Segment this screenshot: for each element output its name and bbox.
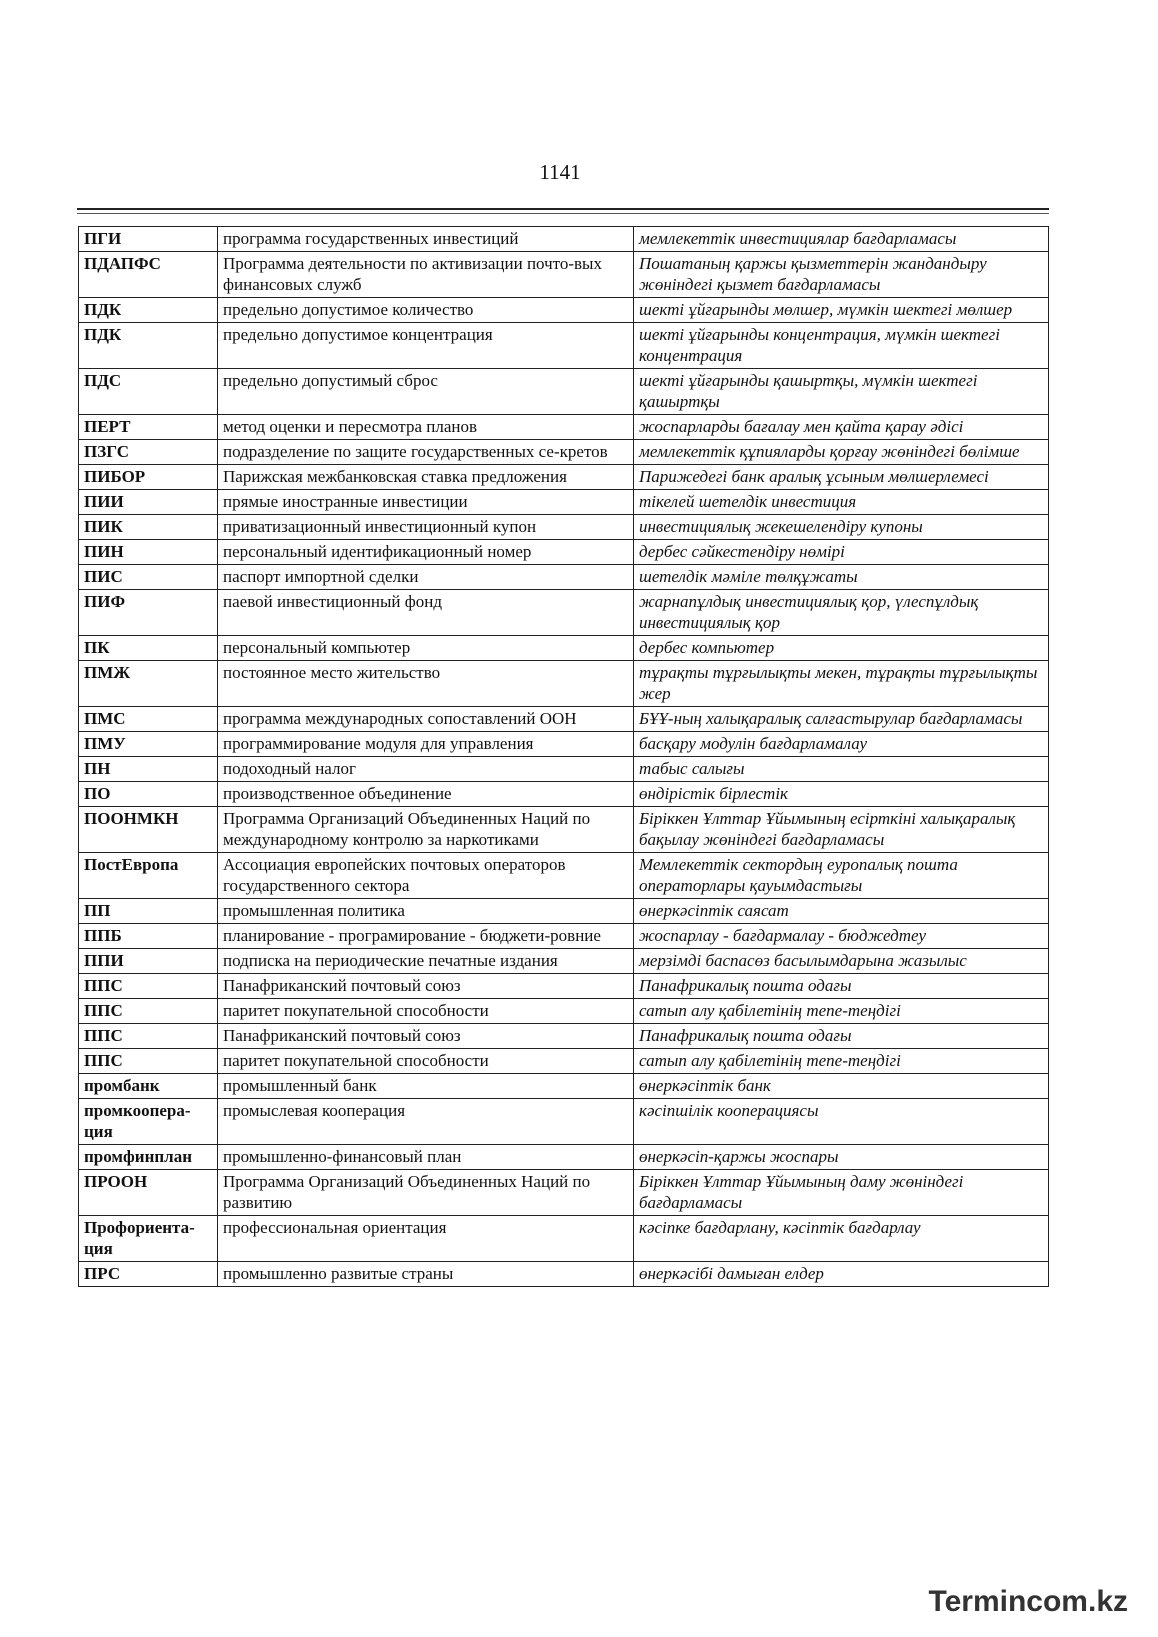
russian-term-cell: паритет покупательной способности [218, 999, 634, 1024]
abbreviation-cell: ПИН [79, 540, 218, 565]
kazakh-term-cell: өнеркәсіп-қаржы жоспары [634, 1145, 1049, 1170]
abbreviation-cell: ПДС [79, 369, 218, 415]
kazakh-term-cell: инвестициялық жекешелендіру купоны [634, 515, 1049, 540]
russian-term-cell: Программа Организаций Объединенных Наций по развитию [218, 1170, 634, 1216]
russian-term-cell: промышленно-финансовый план [218, 1145, 634, 1170]
glossary-body [79, 227, 1049, 1287]
abbreviation-cell: ПЗГС [79, 440, 218, 465]
abbreviation-cell: ПИИ [79, 490, 218, 515]
kazakh-term-cell: шекті ұйғарынды қашыртқы, мүмкін шектегі қашыртқы [634, 369, 1049, 415]
table-row [79, 1074, 1049, 1099]
kazakh-term-cell: БҰҰ-ның халықаралық салғастырулар бағдарламасы [634, 707, 1049, 732]
kazakh-term-cell: Біріккен Ұлттар Ұйымының есірткіні халықаралық бақылау жөніндегі бағдарламасы [634, 807, 1049, 853]
table-row [79, 1024, 1049, 1049]
abbreviation-cell: ПРООН [79, 1170, 218, 1216]
abbreviation-cell: промбанк [79, 1074, 218, 1099]
abbreviation-cell: ППС [79, 1024, 218, 1049]
kazakh-term-cell: өндірістік бірлестік [634, 782, 1049, 807]
table-row [79, 490, 1049, 515]
table-row [79, 298, 1049, 323]
russian-term-cell: предельно допустимое концентрация [218, 323, 634, 369]
abbreviation-cell: ПРС [79, 1262, 218, 1287]
kazakh-term-cell: сатып алу қабілетінің тепе-теңдігі [634, 1049, 1049, 1074]
abbreviation-cell: ПостЕвропа [79, 853, 218, 899]
abbreviation-cell: ПЕРТ [79, 415, 218, 440]
kazakh-term-cell: мемлекеттік құпияларды қорғау жөніндегі бөлімше [634, 440, 1049, 465]
russian-term-cell: Ассоциация европейских почтовых операторов государственного сектора [218, 853, 634, 899]
russian-term-cell: программирование модуля для управления [218, 732, 634, 757]
table-row [79, 1170, 1049, 1216]
kazakh-term-cell: дербес компьютер [634, 636, 1049, 661]
table-row [79, 1262, 1049, 1287]
russian-term-cell: предельно допустимый сброс [218, 369, 634, 415]
russian-term-cell: Программа деятельности по активизации почто-вых финансовых служб [218, 252, 634, 298]
table-row [79, 974, 1049, 999]
abbreviation-cell: ПДК [79, 323, 218, 369]
header-rule [77, 208, 1049, 210]
kazakh-term-cell: шетелдік мәміле төлқұжаты [634, 565, 1049, 590]
abbreviation-cell: промкоопера-ция [79, 1099, 218, 1145]
abbreviation-cell: ППИ [79, 949, 218, 974]
table-row [79, 899, 1049, 924]
abbreviation-cell: ПК [79, 636, 218, 661]
table-row [79, 949, 1049, 974]
abbreviation-cell: ПИБОР [79, 465, 218, 490]
table-row [79, 540, 1049, 565]
russian-term-cell: Панафриканский почтовый союз [218, 974, 634, 999]
table-row [79, 1099, 1049, 1145]
russian-term-cell: персональный идентификационный номер [218, 540, 634, 565]
russian-term-cell: программа международных сопоставлений ООН [218, 707, 634, 732]
table-row [79, 323, 1049, 369]
table-row [79, 565, 1049, 590]
kazakh-term-cell: өнеркәсіптік банк [634, 1074, 1049, 1099]
table-row [79, 415, 1049, 440]
abbreviation-cell: ПДК [79, 298, 218, 323]
page-number: 1141 [539, 160, 581, 184]
table-row [79, 252, 1049, 298]
table-row [79, 1216, 1049, 1262]
table-row [79, 515, 1049, 540]
abbreviation-cell: промфинплан [79, 1145, 218, 1170]
table-row [79, 590, 1049, 636]
kazakh-term-cell: басқару модулін бағдарламалау [634, 732, 1049, 757]
russian-term-cell: планирование - програмирование - бюджети-ровние [218, 924, 634, 949]
table-row [79, 661, 1049, 707]
table-row [79, 732, 1049, 757]
russian-term-cell: подписка на периодические печатные издания [218, 949, 634, 974]
kazakh-term-cell: тұрақты тұрғылықты мекен, тұрақты тұрғылықты жер [634, 661, 1049, 707]
abbreviation-cell: ПМУ [79, 732, 218, 757]
kazakh-term-cell: мерзімді баспасөз басылымдарына жазылыс [634, 949, 1049, 974]
kazakh-term-cell: Мемлекеттік сектордың еуропалық пошта операторлары қауымдастығы [634, 853, 1049, 899]
kazakh-term-cell: Парижедегі банк аралық ұсыным мөлшерлемесі [634, 465, 1049, 490]
kazakh-term-cell: шекті ұйғарынды мөлшер, мүмкін шектегі мөлшер [634, 298, 1049, 323]
table-row [79, 440, 1049, 465]
abbreviation-cell: ППС [79, 1049, 218, 1074]
kazakh-term-cell: тікелей шетелдік инвестиция [634, 490, 1049, 515]
table-row [79, 369, 1049, 415]
abbreviation-cell: ППБ [79, 924, 218, 949]
abbreviation-cell: ПИС [79, 565, 218, 590]
russian-term-cell: промышленный банк [218, 1074, 634, 1099]
kazakh-term-cell: өнеркәсібі дамыған елдер [634, 1262, 1049, 1287]
kazakh-term-cell: жарнапұлдық инвестициялық қор, үлеспұлдық инвестициялық қор [634, 590, 1049, 636]
kazakh-term-cell: жоспарлау - бағдармалау - бюджедтеу [634, 924, 1049, 949]
table-row [79, 782, 1049, 807]
russian-term-cell: Панафриканский почтовый союз [218, 1024, 634, 1049]
table-row [79, 999, 1049, 1024]
table-row [79, 465, 1049, 490]
kazakh-term-cell: Панафрикалық пошта одағы [634, 974, 1049, 999]
abbreviation-cell: ПИК [79, 515, 218, 540]
abbreviation-cell: ПДАПФС [79, 252, 218, 298]
russian-term-cell: паевой инвестиционный фонд [218, 590, 634, 636]
russian-term-cell: метод оценки и пересмотра планов [218, 415, 634, 440]
russian-term-cell: Парижская межбанковская ставка предложения [218, 465, 634, 490]
russian-term-cell: паспорт импортной сделки [218, 565, 634, 590]
russian-term-cell: промышленно развитые страны [218, 1262, 634, 1287]
russian-term-cell: персональный компьютер [218, 636, 634, 661]
table-row [79, 757, 1049, 782]
russian-term-cell: промыслевая кооперация [218, 1099, 634, 1145]
kazakh-term-cell: кәсіпшілік кооперациясы [634, 1099, 1049, 1145]
abbreviation-cell: ПО [79, 782, 218, 807]
table-row [79, 1049, 1049, 1074]
kazakh-term-cell: өнеркәсіптік саясат [634, 899, 1049, 924]
abbreviation-cell: ПН [79, 757, 218, 782]
kazakh-term-cell: мемлекеттік инвестициялар бағдарламасы [634, 227, 1049, 252]
russian-term-cell: прямые иностранные инвестиции [218, 490, 634, 515]
kazakh-term-cell: Біріккен Ұлттар Ұйымының даму жөніндегі бағдарламасы [634, 1170, 1049, 1216]
abbreviation-cell: ППС [79, 974, 218, 999]
header-rule-thin [77, 213, 1049, 214]
kazakh-term-cell: Пошатаның қаржы қызметтерін жандандыру жөніндегі қызмет бағдарламасы [634, 252, 1049, 298]
kazakh-term-cell: табыс салығы [634, 757, 1049, 782]
abbreviation-cell: ППС [79, 999, 218, 1024]
table-row [79, 636, 1049, 661]
abbreviation-cell: ПП [79, 899, 218, 924]
russian-term-cell: программа государственных инвестиций [218, 227, 634, 252]
abbreviation-cell: Профориента-ция [79, 1216, 218, 1262]
russian-term-cell: предельно допустимое количество [218, 298, 634, 323]
table-row [79, 924, 1049, 949]
kazakh-term-cell: кәсіпке бағдарлану, кәсіптік бағдарлау [634, 1216, 1049, 1262]
russian-term-cell: Программа Организаций Объединенных Наций по международному контролю за наркотиками [218, 807, 634, 853]
table-row [79, 707, 1049, 732]
table-row [79, 853, 1049, 899]
russian-term-cell: профессиональная ориентация [218, 1216, 634, 1262]
russian-term-cell: подоходный налог [218, 757, 634, 782]
abbreviation-cell: ПГИ [79, 227, 218, 252]
russian-term-cell: промышленная политика [218, 899, 634, 924]
kazakh-term-cell: жоспарларды бағалау мен қайта қарау әдісі [634, 415, 1049, 440]
kazakh-term-cell: Панафрикалық пошта одағы [634, 1024, 1049, 1049]
russian-term-cell: постоянное место жительство [218, 661, 634, 707]
abbreviation-cell: ПМС [79, 707, 218, 732]
abbreviation-cell: ПМЖ [79, 661, 218, 707]
kazakh-term-cell: шекті ұйғарынды концентрация, мүмкін шектегі концентрация [634, 323, 1049, 369]
glossary-table [78, 226, 1049, 1287]
russian-term-cell: паритет покупательной способности [218, 1049, 634, 1074]
kazakh-term-cell: сатып алу қабілетінің тепе-теңдігі [634, 999, 1049, 1024]
site-logo-text: Termincom.kz [928, 1585, 1128, 1618]
russian-term-cell: приватизационный инвестиционный купон [218, 515, 634, 540]
table-row [79, 227, 1049, 252]
abbreviation-cell: ПООНМКН [79, 807, 218, 853]
russian-term-cell: производственное объединение [218, 782, 634, 807]
table-row [79, 1145, 1049, 1170]
abbreviation-cell: ПИФ [79, 590, 218, 636]
kazakh-term-cell: дербес сәйкестендіру нөмірі [634, 540, 1049, 565]
table-row [79, 807, 1049, 853]
site-logo [929, 1585, 1129, 1619]
russian-term-cell: подразделение по защите государственных се-кретов [218, 440, 634, 465]
